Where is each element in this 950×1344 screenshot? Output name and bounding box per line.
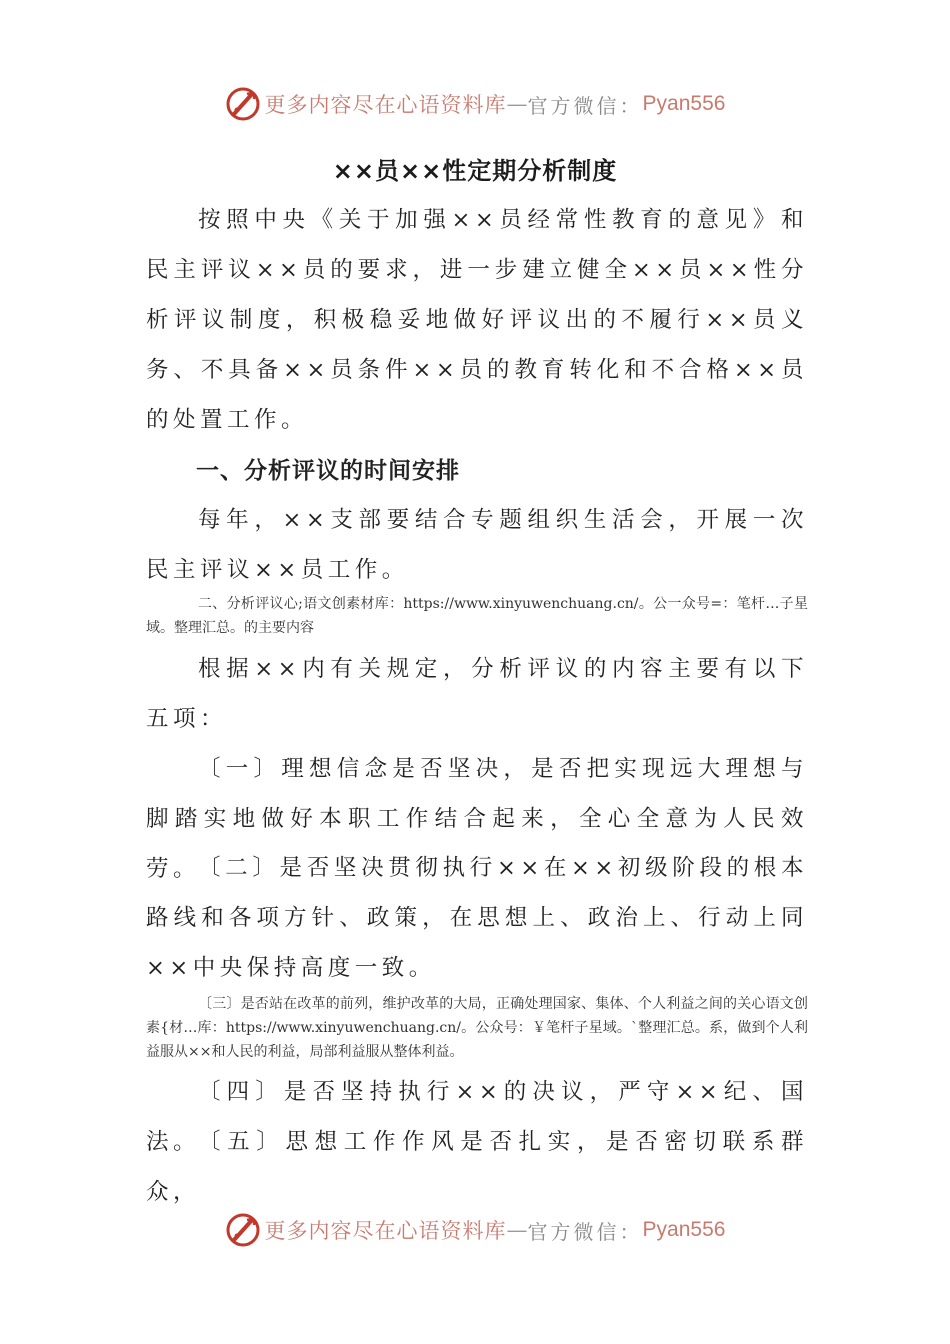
quill-seal-icon: [225, 86, 261, 122]
section-heading-1: 一、分析评议的时间安排: [196, 458, 460, 484]
intro-paragraph: 按照中央《关于加强××员经常性教育的意见》和民主评议××员的要求，进一步建立健全××员××性分析评议制度，积极稳妥地做好评议出的不履行××员义务、不具备××员条件××员的教育转化和不合格××员的处置工作。: [146, 207, 808, 433]
banner-label: 官方微信：: [527, 93, 643, 118]
page-title: ××员××性定期分析制度: [332, 157, 618, 185]
section2-small-paragraph: 二、分析评议心;语文创素材库：https://www.xinyuwenchuang.cn/。公一众号=：笔杆…子星域。整理汇总。的主要内容: [146, 596, 808, 636]
list-item-1: 〔一〕理想信念是否坚决，是否把实现远大理想与脚踏实地做好本职工作结合起来，全心全意为人民效劳。: [146, 756, 808, 882]
footer-wechat-id: Pyan556: [642, 1218, 726, 1241]
banner-wechat-id: Pyan556: [642, 92, 726, 115]
footer-separator: —: [506, 1218, 528, 1242]
section2-paragraph: 根据××内有关规定，分析评议的内容主要有以下五项：: [146, 656, 808, 732]
quill-seal-icon: [225, 1212, 261, 1248]
banner-brand: 更多内容尽在心语资料库: [264, 93, 507, 117]
list-item-5: 〔五〕思想工作作风是否扎实，是否密切联系群众，: [146, 1129, 808, 1205]
list-item-2: 〔二〕是否坚决贯彻执行××在××初级阶段的根本路线和各项方针、政策，在思想上、政治上、行动上同××中央保持高度一致。: [146, 855, 808, 981]
footer-label: 官方微信：: [527, 1219, 643, 1244]
list-item-4: 〔四〕是否坚持执行××的决议，严守××纪、国法。: [146, 1079, 808, 1155]
list-item-3-small: 〔三〕是否站在改革的前列，维护改革的大局，正确处理国家、集体、个人利益之间的关心语文创素{材…库：https://www.xinyuwenchuang.cn/。公众号：￥笔杆子星域。`整理汇总。系，做到个人利益服从××和人民的利益，局部利益服从整体利益。: [146, 996, 808, 1060]
footer-banner: [0, 1208, 950, 1252]
footer-brand: 更多内容尽在心语资料库: [264, 1219, 507, 1243]
header-banner: [0, 82, 950, 126]
banner-separator: —: [506, 92, 528, 116]
section1-paragraph: 每年，××支部要结合专题组织生活会，开展一次民主评议××员工作。: [146, 507, 808, 583]
